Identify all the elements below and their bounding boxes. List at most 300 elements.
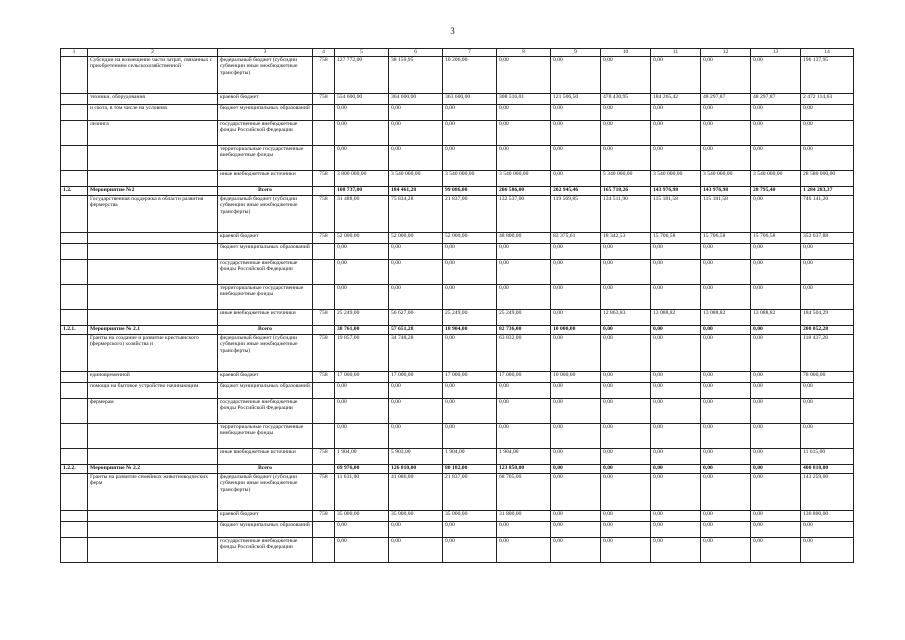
item-number-cell [61,121,88,146]
amount-cell: 0,00 [651,326,701,335]
amount-cell: 0,00 [601,146,651,171]
header-cell: 6 [389,49,443,57]
amount-cell: 0,00 [551,474,601,511]
amount-cell: 0,00 [801,121,854,146]
amount-cell: 63 832,00 [497,335,551,372]
item-number-cell [61,171,88,187]
funding-source-cell: Всего [218,187,313,196]
code-cell [313,522,335,538]
table-row [61,233,854,244]
event-name-cell: лизинга [88,121,218,146]
event-name-cell: Мероприятие № 2.1 [88,326,218,335]
amount-cell: 0,00 [751,285,801,310]
amount-cell: 0,00 [551,146,601,171]
amount-cell: 25 249,00 [497,310,551,326]
code-cell: 758 [313,372,335,383]
amount-cell: 0,00 [335,260,389,285]
amount-cell: 0,00 [701,260,751,285]
amount-cell: 0,00 [601,383,651,399]
amount-cell: 0,00 [701,105,751,121]
header-cell: 7 [443,49,497,57]
amount-cell: 0,00 [801,146,854,171]
amount-cell: 184 461,28 [389,187,443,196]
amount-cell: 0,00 [443,399,497,424]
amount-cell: 0,00 [801,244,854,260]
amount-cell: 10 206,00 [443,57,497,94]
amount-cell: 0,00 [551,399,601,424]
amount-cell: 165 718,26 [601,187,651,196]
amount-cell: 80 182,00 [443,465,497,474]
total-row [61,187,854,196]
amount-cell: 0,00 [335,383,389,399]
event-name-cell [88,171,218,187]
amount-cell: 0,00 [651,399,701,424]
amount-cell: 0,00 [751,105,801,121]
amount-cell: 126 810,00 [389,465,443,474]
table-row [61,522,854,538]
amount-cell: 15 706,58 [751,233,801,244]
funding-source-cell: территориальные государственные внебюджетные фонды [218,285,313,310]
amount-cell: 0,00 [801,522,854,538]
table-row [61,196,854,233]
amount-cell: 5 340 000,00 [601,171,651,187]
amount-cell: 0,00 [701,474,751,511]
table-row [61,372,854,383]
amount-cell: 0,00 [651,383,701,399]
amount-cell: 38 761,00 [335,326,389,335]
amount-cell: 48 297,87 [751,94,801,105]
code-cell [313,399,335,424]
item-number-cell [61,260,88,285]
item-number-cell [61,146,88,171]
header-cell: 8 [497,49,551,57]
amount-cell: 1 904,00 [335,449,389,465]
amount-cell: 41 086,00 [389,474,443,511]
amount-cell: 0,00 [651,372,701,383]
amount-cell: 13 088,82 [701,310,751,326]
amount-cell: 0,00 [443,105,497,121]
amount-cell: 0,00 [751,465,801,474]
amount-cell: 0,00 [801,383,854,399]
event-name-cell: Государственная поддержка в области развития фермерства [88,196,218,233]
amount-cell: 0,00 [701,326,751,335]
event-name-cell [88,511,218,522]
amount-cell: 478 430,95 [601,94,651,105]
code-cell: 758 [313,474,335,511]
amount-cell: 0,00 [551,57,601,94]
amount-cell: 17 000,00 [335,372,389,383]
item-number-cell [61,244,88,260]
table-row [61,449,854,465]
amount-cell: 0,00 [801,538,854,563]
amount-cell: 0,00 [701,538,751,563]
amount-cell: 0,00 [551,449,601,465]
amount-cell: 0,00 [551,383,601,399]
item-number-cell [61,383,88,399]
amount-cell: 143 976,98 [651,187,701,196]
amount-cell: 0,00 [389,121,443,146]
event-name-cell [88,260,218,285]
amount-cell: 0,00 [389,522,443,538]
item-number-cell [61,196,88,233]
amount-cell: 0,00 [601,511,651,522]
code-cell: 758 [313,57,335,94]
amount-cell: 0,00 [335,121,389,146]
amount-cell: 0,00 [389,105,443,121]
amount-cell: 0,00 [701,121,751,146]
amount-cell: 400 818,00 [801,465,854,474]
amount-cell: 0,00 [601,260,651,285]
amount-cell: 0,00 [335,424,389,449]
funding-source-cell: территориальные государственные внебюджетные фонды [218,146,313,171]
amount-cell: 99 086,00 [443,187,497,196]
amount-cell: 56 627,00 [389,310,443,326]
amount-cell: 21 837,00 [443,196,497,233]
amount-cell: 0,00 [551,465,601,474]
code-cell: 758 [313,233,335,244]
item-number-cell [61,538,88,563]
amount-cell: 78 000,00 [801,372,854,383]
header-cell: 13 [751,49,801,57]
amount-cell: 0,00 [701,424,751,449]
amount-cell: 0,00 [601,522,651,538]
amount-cell: 0,00 [551,310,601,326]
amount-cell: 3 540 000,00 [651,171,701,187]
amount-cell: 0,00 [443,285,497,310]
amount-cell: 123 850,00 [497,465,551,474]
amount-cell: 0,00 [335,146,389,171]
amount-cell: 0,00 [751,474,801,511]
funding-source-cell: иные внебюджетные источники [218,449,313,465]
amount-cell: 35 000,00 [335,511,389,522]
amount-cell: 0,00 [751,511,801,522]
item-number-cell [61,57,88,94]
code-cell [313,424,335,449]
amount-cell: 0,00 [651,57,701,94]
amount-cell: 746 141,20 [801,196,854,233]
item-number-cell [61,105,88,121]
amount-cell: 308 516,01 [497,94,551,105]
amount-cell: 5 903,00 [389,449,443,465]
code-cell: 758 [313,94,335,105]
page-number: 3 [450,26,455,36]
code-cell [313,187,335,196]
event-name-cell: фермерам [88,399,218,424]
item-number-cell [61,449,88,465]
amount-cell: 0,00 [601,474,651,511]
code-cell [313,260,335,285]
amount-cell: 0,00 [551,511,601,522]
amount-cell: 0,00 [551,260,601,285]
funding-source-cell: государственные внебюджетные фонды Российской Федерации [218,399,313,424]
amount-cell: 0,00 [335,399,389,424]
amount-cell: 0,00 [751,372,801,383]
event-name-cell: и скота, в том числе на условиях [88,105,218,121]
table-row [61,105,854,121]
amount-cell: 0,00 [751,449,801,465]
amount-cell: 115 181,58 [651,196,701,233]
amount-cell: 18 342,53 [601,233,651,244]
header-cell: 1 [61,49,88,57]
amount-cell: 206 586,00 [497,187,551,196]
amount-cell: 0,00 [497,260,551,285]
amount-cell: 0,00 [751,538,801,563]
amount-cell: 69 976,00 [335,465,389,474]
amount-cell: 38 159,95 [389,57,443,94]
total-row [61,465,854,474]
amount-cell: 0,00 [335,538,389,563]
item-number-cell [61,511,88,522]
event-name-cell: единовременной [88,372,218,383]
amount-cell: 0,00 [551,522,601,538]
amount-cell: 0,00 [389,424,443,449]
amount-cell: 0,00 [701,146,751,171]
amount-cell: 13 088,82 [751,310,801,326]
amount-cell: 0,00 [497,522,551,538]
amount-cell: 0,00 [751,522,801,538]
amount-cell: 28 580 000,00 [801,171,854,187]
code-cell [313,146,335,171]
amount-cell: 0,00 [497,121,551,146]
amount-cell: 1 284 283,37 [801,187,854,196]
header-cell: 14 [801,49,854,57]
amount-cell: 363 600,00 [443,94,497,105]
amount-cell: 202 945,46 [551,187,601,196]
amount-cell: 0,00 [751,383,801,399]
amount-cell: 0,00 [651,465,701,474]
amount-cell: 0,00 [801,399,854,424]
amount-cell: 0,00 [389,399,443,424]
event-name-cell [88,146,218,171]
amount-cell: 0,00 [389,146,443,171]
table-row [61,94,854,105]
amount-cell: 0,00 [751,57,801,94]
amount-cell: 0,00 [751,196,801,233]
amount-cell: 0,00 [701,522,751,538]
amount-cell: 52 000,00 [389,233,443,244]
item-number-cell [61,522,88,538]
amount-cell: 48 297,87 [701,94,751,105]
item-number-cell [61,474,88,511]
amount-cell: 0,00 [601,449,651,465]
amount-cell: 0,00 [443,383,497,399]
amount-cell: 0,00 [701,244,751,260]
amount-cell: 17 000,00 [443,372,497,383]
amount-cell: 184 265,42 [651,94,701,105]
table-row [61,399,854,424]
code-cell [313,326,335,335]
amount-cell: 0,00 [497,244,551,260]
amount-cell: 31 800,00 [497,511,551,522]
amount-cell: 0,00 [497,424,551,449]
amount-cell: 17 000,00 [389,372,443,383]
funding-source-cell: федеральный бюджет (субсидии субвенции иные межбюджетные трансферты) [218,57,313,94]
item-number-cell: 1.2.1. [61,326,88,335]
item-number-cell: 1.2. [61,187,88,196]
amount-cell: 0,00 [389,538,443,563]
amount-cell: 0,00 [443,522,497,538]
amount-cell: 0,00 [389,383,443,399]
header-row [61,49,854,57]
amount-cell: 1 904,00 [443,449,497,465]
table-row [61,244,854,260]
event-name-cell [88,449,218,465]
amount-cell: 0,00 [601,372,651,383]
amount-cell: 196 137,95 [801,57,854,94]
amount-cell: 121 506,50 [551,94,601,105]
table-row [61,335,854,372]
amount-cell: 1 904,00 [497,449,551,465]
code-cell: 758 [313,511,335,522]
amount-cell: 0,00 [751,244,801,260]
amount-cell: 0,00 [443,424,497,449]
amount-cell: 0,00 [497,538,551,563]
amount-cell: 0,00 [601,465,651,474]
amount-cell: 28 795,40 [751,187,801,196]
amount-cell: 0,00 [601,335,651,372]
funding-source-cell: краевой бюджет [218,233,313,244]
item-number-cell: 1.2.2. [61,465,88,474]
amount-cell: 68 705,00 [497,474,551,511]
amount-cell: 208 052,28 [801,326,854,335]
funding-source-cell: бюджет муниципальных образований [218,244,313,260]
amount-cell: 0,00 [335,105,389,121]
amount-cell: 35 000,00 [389,511,443,522]
amount-cell: 0,00 [601,399,651,424]
amount-cell: 0,00 [551,538,601,563]
table-row [61,474,854,511]
funding-source-cell: территориальные государственные внебюджетные фонды [218,424,313,449]
amount-cell: 10 000,00 [551,326,601,335]
amount-cell: 0,00 [801,260,854,285]
code-cell: 758 [313,310,335,326]
table-row [61,121,854,146]
code-cell [313,538,335,563]
item-number-cell [61,310,88,326]
amount-cell: 0,00 [335,522,389,538]
header-cell: 3 [218,49,313,57]
header-cell: 10 [601,49,651,57]
code-cell [313,465,335,474]
item-number-cell [61,335,88,372]
code-cell [313,383,335,399]
amount-cell: 136 800,00 [801,511,854,522]
funding-source-cell: краевой бюджет [218,372,313,383]
amount-cell: 132 537,00 [497,196,551,233]
code-cell [313,244,335,260]
amount-cell: 0,00 [443,244,497,260]
header-cell: 11 [651,49,701,57]
event-name-cell [88,538,218,563]
amount-cell: 0,00 [651,335,701,372]
amount-cell: 0,00 [651,424,701,449]
amount-cell: 0,00 [551,171,601,187]
event-name-cell [88,244,218,260]
amount-cell: 0,00 [551,244,601,260]
amount-cell: 0,00 [651,146,701,171]
amount-cell: 184 504,29 [801,310,854,326]
amount-cell: 0,00 [651,522,701,538]
amount-cell: 0,00 [651,511,701,522]
amount-cell: 15 706,58 [651,233,701,244]
amount-cell: 0,00 [701,465,751,474]
event-name-cell [88,424,218,449]
amount-cell: 52 000,00 [443,233,497,244]
item-number-cell [61,285,88,310]
amount-cell: 0,00 [551,285,601,310]
amount-cell: 0,00 [551,424,601,449]
amount-cell: 15 706,58 [701,233,751,244]
amount-cell: 0,00 [651,538,701,563]
amount-cell: 0,00 [601,424,651,449]
amount-cell: 34 748,28 [389,335,443,372]
table-row [61,511,854,522]
event-name-cell: Мероприятие № 2.2 [88,465,218,474]
table-row [61,383,854,399]
amount-cell: 35 000,00 [443,511,497,522]
table-row [61,260,854,285]
amount-cell: 0,00 [497,57,551,94]
code-cell [313,121,335,146]
amount-cell: 0,00 [497,146,551,171]
funding-source-cell: государственные внебюджетные фонды Российской Федерации [218,121,313,146]
table-row [61,310,854,326]
amount-cell: 0,00 [497,105,551,121]
code-cell: 758 [313,196,335,233]
amount-cell: 3 540 000,00 [701,171,751,187]
amount-cell: 57 651,28 [389,326,443,335]
amount-cell: 10 000,00 [551,372,601,383]
code-cell [313,285,335,310]
amount-cell: 134 511,90 [601,196,651,233]
amount-cell: 11 631,00 [335,474,389,511]
amount-cell: 0,00 [601,57,651,94]
amount-cell: 0,00 [601,121,651,146]
amount-cell: 31 488,00 [335,196,389,233]
amount-cell: 0,00 [801,105,854,121]
amount-cell: 0,00 [601,538,651,563]
event-name-cell: Мероприятие №2 [88,187,218,196]
amount-cell: 0,00 [443,538,497,563]
item-number-cell [61,424,88,449]
table-row [61,171,854,187]
event-name-cell [88,285,218,310]
amount-cell: 353 637,88 [801,233,854,244]
amount-cell: 18 904,00 [443,326,497,335]
amount-cell: 21 837,00 [443,474,497,511]
amount-cell: 108 737,00 [335,187,389,196]
amount-cell: 0,00 [601,244,651,260]
code-cell: 758 [313,171,335,187]
amount-cell: 118 437,28 [801,335,854,372]
amount-cell: 52 000,00 [335,233,389,244]
amount-cell: 0,00 [651,474,701,511]
funding-source-cell: федеральный бюджет (субсидии субвенции иные межбюджетные трансферты) [218,474,313,511]
amount-cell: 0,00 [389,285,443,310]
amount-cell: 0,00 [701,285,751,310]
budget-table [60,48,854,563]
amount-cell: 0,00 [651,285,701,310]
code-cell [313,105,335,121]
table-row [61,146,854,171]
item-number-cell [61,399,88,424]
amount-cell: 0,00 [551,105,601,121]
event-name-cell: Субсидии на возмещение части затрат, связанных с приобретением сельскохозяйственной [88,57,218,94]
amount-cell: 0,00 [751,399,801,424]
amount-cell: 0,00 [651,105,701,121]
amount-cell: 25 249,00 [443,310,497,326]
amount-cell: 0,00 [801,424,854,449]
